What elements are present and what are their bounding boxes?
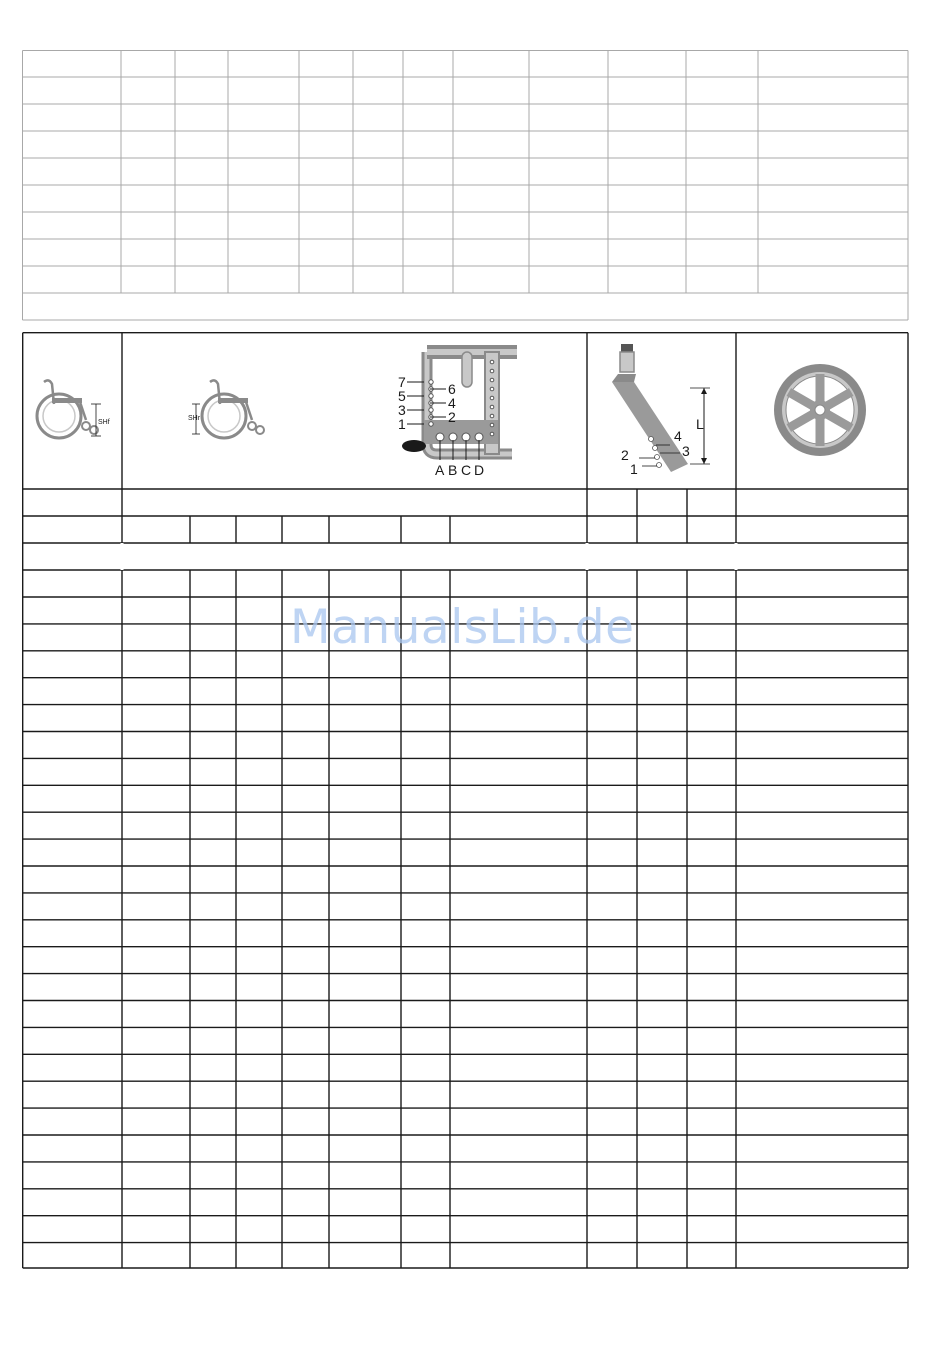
watermark: ManualsLib.de [290,600,635,655]
frame-hole [475,433,483,441]
frame-hole [429,408,433,412]
position-label-a: A [435,462,445,478]
hole-label-1: 1 [398,416,406,432]
fork-hole-label-2: 2 [621,447,629,463]
frame-hole [490,369,494,373]
fork-hole-label-3: 3 [682,443,690,459]
frame-hole [490,360,494,364]
frame-hole [462,433,470,441]
hole-label-2: 2 [448,409,456,425]
rear-wheel-icon [774,364,866,456]
frame-hole [490,378,494,382]
fork-hole-label-4: 4 [674,428,682,444]
fork-hole-label-1: 1 [630,461,638,477]
front-seat-height-label: SHr [188,415,201,422]
frame-hole [490,432,494,436]
wheelchair-seat-height-front-icon [188,380,264,438]
frame-hole [490,423,494,427]
position-label-d: D [474,462,485,478]
hole-label-3: 3 [398,402,406,418]
frame-hole [429,422,433,426]
frame-hole [449,433,457,441]
frame-adjustment-holes-diagram [398,352,517,478]
position-label-b: B [448,462,458,478]
frame-hole [490,414,494,418]
frame-hole [429,380,433,384]
frame-hole [490,387,494,391]
wheelchair-seat-height-rear-icon [37,380,110,438]
position-label-c: C [461,462,472,478]
hole-label-5: 5 [398,388,406,404]
hole-label-7: 7 [398,374,406,390]
frame-hole [490,405,494,409]
specification-table [22,332,910,1272]
hole-label-6: 6 [448,381,456,397]
frame-hole [490,396,494,400]
fork-length-label: L [696,416,704,432]
frame-hole [429,394,433,398]
upper-empty-table [22,50,910,322]
frame-hole [436,433,444,441]
rear-seat-height-label: SHf [98,419,110,426]
hole-label-4: 4 [448,395,456,411]
caster-fork-diagram [612,344,710,477]
